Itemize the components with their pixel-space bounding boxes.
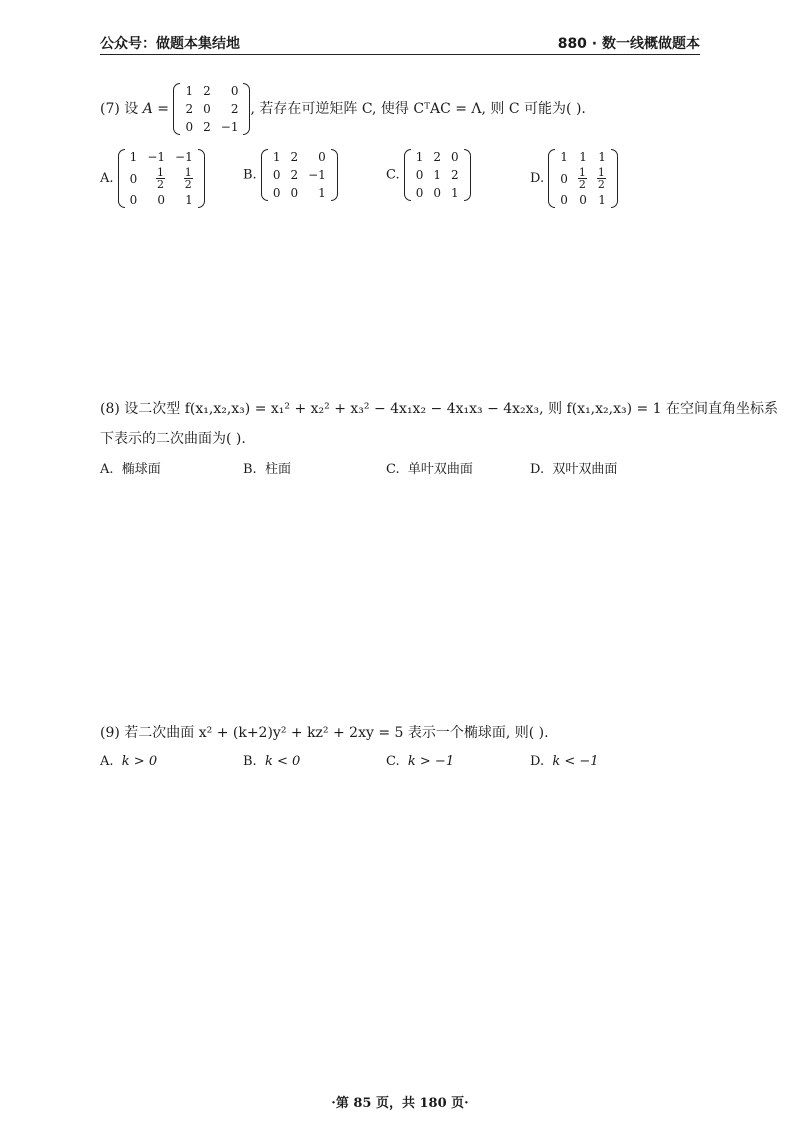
matrix-cell: 0: [318, 150, 326, 164]
matrix-cell: 2: [203, 84, 211, 98]
matrix-cell: $\frac{1}{2}$: [184, 166, 192, 191]
q7-prefix: (7) 设: [100, 101, 139, 117]
matrix-cell: 2: [230, 102, 239, 116]
option-label: A.: [100, 462, 114, 477]
option-label: B.: [243, 462, 257, 477]
matrix-cell: 2: [433, 150, 442, 164]
matrix-cell: −1: [308, 168, 326, 182]
question-8-line-1: (8) 设二次型 f(x₁,x₂,x₃) = x₁² + x₂² + x₃² − 4x₁x₂ − 4x₁x₃ − 4x₂x₃, 则 f(x₁,x₂,x₃) = 1 在空间直角坐标系: [100, 401, 779, 417]
q7-option-b: [243, 148, 338, 202]
matrix-cell: 0: [415, 168, 424, 182]
matrix-cell: 0: [433, 186, 442, 200]
matrix-cell: 0: [560, 193, 568, 207]
q7-option-c: [386, 148, 471, 202]
question-7-stem: [100, 82, 586, 136]
matrix-cell: 1: [451, 186, 459, 200]
matrix-cell: 0: [185, 120, 194, 134]
q7-option-a: [100, 148, 205, 209]
option-text: 双叶双曲面: [552, 462, 618, 477]
matrix-cell: 1: [185, 193, 193, 207]
q9-option-a: [100, 754, 157, 769]
matrix-cell: 0: [451, 150, 459, 164]
matrix-cell: 0: [272, 186, 281, 200]
matrix-cell: $\frac{1}{2}$: [157, 166, 165, 191]
q7-option-b-matrix: [261, 148, 338, 202]
matrix-cell: 0: [129, 171, 138, 186]
matrix-cell: 0: [272, 168, 281, 182]
matrix-cell: 0: [129, 193, 138, 207]
q7-matrix-a: [173, 82, 250, 136]
matrix-cell: 1: [272, 150, 281, 164]
matrix-cell: 0: [230, 84, 239, 98]
header-right: 880 · 数一线概做题本: [557, 36, 700, 52]
option-label: D.: [530, 754, 545, 769]
matrix-cell: 0: [579, 193, 587, 207]
matrix-cell: 0: [415, 186, 424, 200]
matrix-cell: 0: [560, 171, 568, 186]
matrix-cell: 2: [203, 120, 211, 134]
option-label: A.: [100, 171, 114, 186]
option-label: B.: [243, 754, 257, 769]
matrix-cell: $\frac{1}{2}$: [578, 166, 586, 191]
matrix-cell: 2: [451, 168, 459, 182]
matrix-cell: 0: [290, 186, 299, 200]
q8-option-c: [386, 458, 473, 477]
q7-stem-text: , 若存在可逆矩阵 C, 使得 CᵀAC = Λ, 则 C 可能为( ).: [250, 101, 586, 117]
option-label: C.: [386, 167, 400, 183]
question-9-stem: (9) 若二次曲面 x² + (k+2)y² + kz² + 2xy = 5 表示一个椭球面, 则( ).: [100, 725, 549, 741]
option-label: D.: [530, 462, 545, 477]
matrix-cell: 0: [203, 102, 211, 116]
matrix-cell: 1: [415, 150, 424, 164]
header-left: 公众号：做题本集结地: [100, 36, 240, 52]
matrix-cell: 2: [185, 102, 194, 116]
option-text: 单叶双曲面: [407, 462, 473, 477]
q9-option-b: [243, 754, 300, 769]
q7-option-d: [530, 148, 618, 209]
matrix-cell: −1: [220, 120, 239, 134]
option-text: 椭球面: [121, 462, 161, 477]
matrix-cell: 1: [560, 150, 568, 164]
q9-option-d: [530, 754, 599, 769]
matrix-cell: 1: [579, 150, 587, 164]
q8-option-d: [530, 458, 617, 477]
q7-option-d-matrix: [548, 148, 618, 209]
q9-option-c: [386, 754, 454, 769]
option-label: D.: [530, 171, 545, 186]
matrix-cell: 2: [290, 150, 299, 164]
matrix-cell: 1: [598, 193, 606, 207]
option-text: k > 0: [121, 754, 158, 769]
matrix-cell: 1: [185, 84, 194, 98]
matrix-cell: 1: [318, 186, 326, 200]
matrix-cell: 1: [433, 168, 442, 182]
option-label: A.: [100, 754, 114, 769]
matrix-cell: 0: [157, 193, 166, 207]
matrix-cell: $\frac{1}{2}$: [597, 166, 605, 191]
q8-option-b: [243, 458, 291, 477]
option-text: k < −1: [552, 754, 599, 769]
option-text: k > −1: [407, 754, 455, 769]
option-text: k < 0: [264, 754, 301, 769]
q7-a-label: A =: [142, 101, 170, 117]
matrix-cell: 1: [598, 150, 606, 164]
matrix-cell: −1: [175, 150, 193, 164]
option-text: 柱面: [264, 462, 291, 477]
option-label: C.: [386, 754, 400, 769]
question-8-line-2: 下表示的二次曲面为( ).: [100, 431, 246, 447]
matrix-cell: 1: [129, 150, 138, 164]
option-label: B.: [243, 167, 257, 183]
option-label: C.: [386, 462, 400, 477]
page-footer: ·第 85 页，共 180 页·: [331, 1096, 469, 1111]
q7-option-c-matrix: [404, 148, 471, 202]
matrix-cell: −1: [147, 150, 166, 164]
matrix-cell: 2: [290, 168, 299, 182]
page-header: [100, 30, 700, 55]
q7-option-a-matrix: [118, 148, 205, 209]
q8-option-a: [100, 458, 161, 477]
